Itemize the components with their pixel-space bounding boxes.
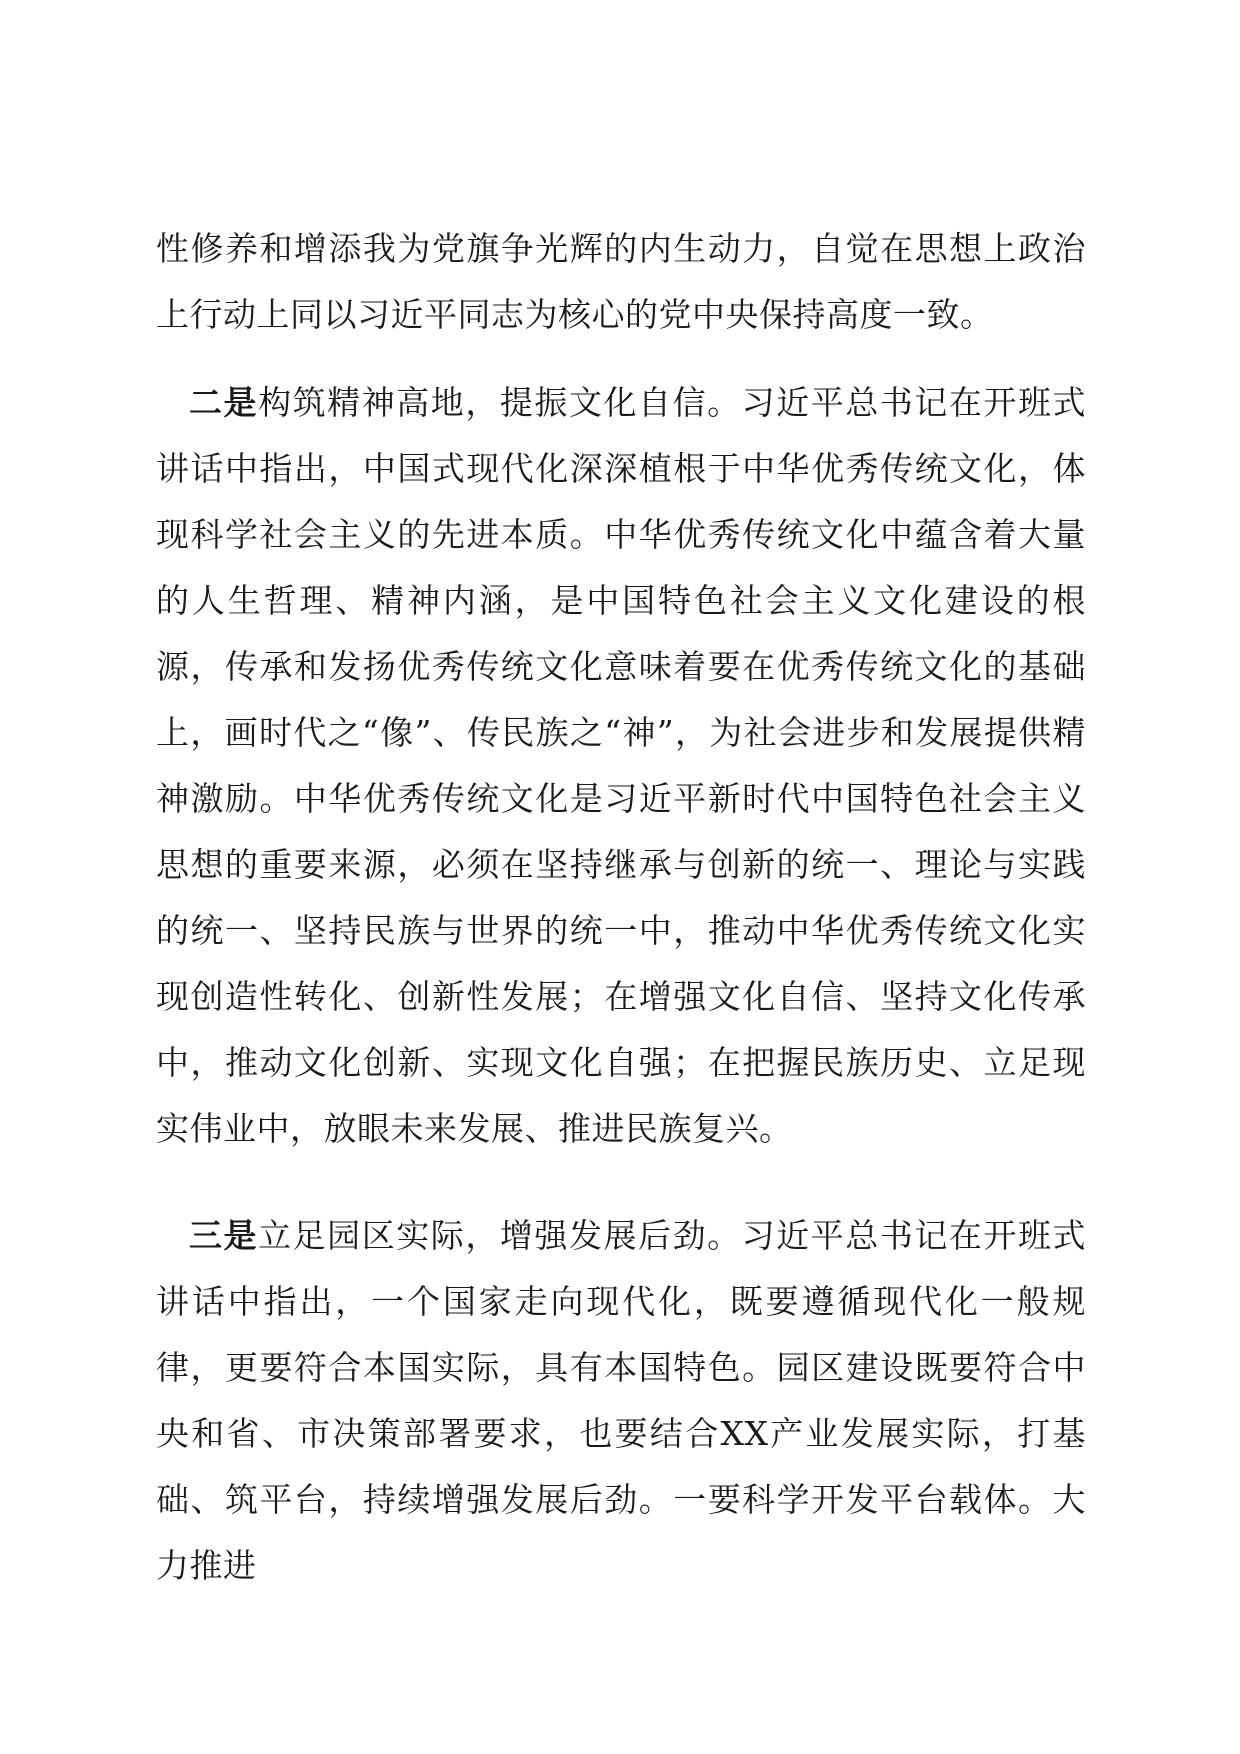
paragraph-continuation (156, 216, 1086, 348)
paragraph-text: 立足园区实际，增强发展后劲。习近平总书记在开班式讲话中指出，一个国家走向现代化，既要遵循现代化一般规律，更要符合本国实际，具有本国特色。园区建设既要符合中央和省、市决策部署要求，也要结合XX产业发展实际，打基础、筑平台，持续增强发展后劲。一要科学开发平台载体。大力推进 (156, 1216, 1087, 1585)
paragraph-text: 构筑精神高地，提振文化自信。习近平总书记在开班式讲话中指出，中国式现代化深深植根于中华优秀传统文化，体现科学社会主义的先进本质。中华优秀传统文化中蕴含着大量的人生哲理、精神内涵，是中国特色社会主义文化建设的根源，传承和发扬优秀传统文化意味着要在优秀传统文化的基础上，画时代之“像”、传民族之“神”，为社会进步和发展提供精神激励。中华优秀传统文化是习近平新时代中国特色社会主义思想的重要来源，必须在坚持继承与创新的统一、理论与实践的统一、坚持民族与世界的统一中，推动中华优秀传统文化实现创造性转化、创新性发展；在增强文化自信、坚持文化传承中，推动文化创新、实现文化自强；在把握民族历史、立足现实伟业中，放眼未来发展、推进民族复兴。 (156, 383, 1087, 1148)
paragraph-lead: 三是 (189, 1216, 259, 1255)
paragraph-lead: 二是 (189, 383, 259, 422)
paragraph-culture (156, 370, 1086, 1162)
paragraph-park (156, 1203, 1086, 1599)
paragraph-text: 性修养和增添我为党旗争光辉的内生动力，自觉在思想上政治上行动上同以习近平同志为核心的党中央保持高度一致。 (156, 229, 1086, 334)
